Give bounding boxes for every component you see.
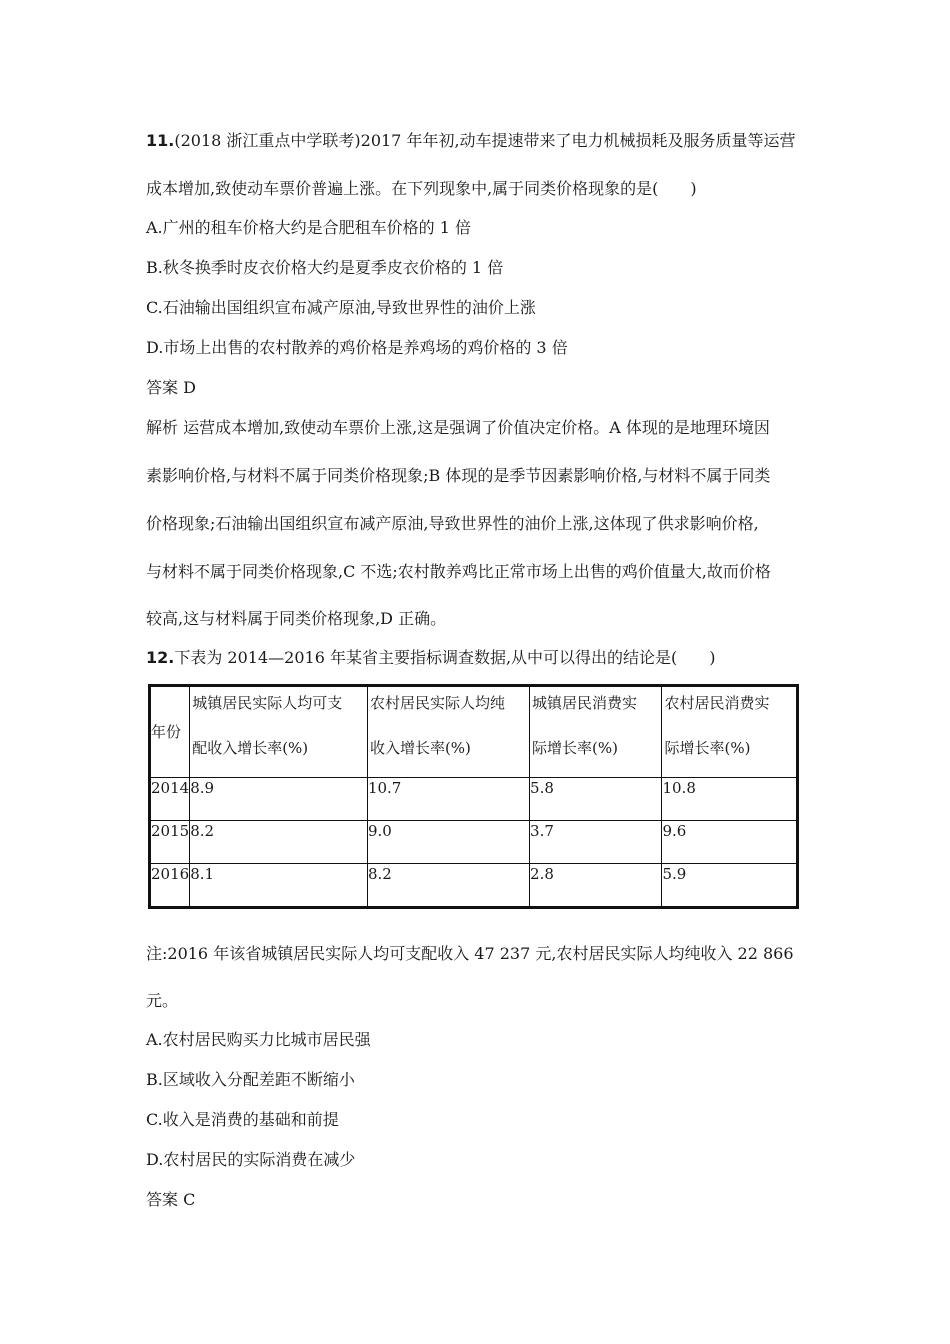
table-header-cell: 城镇居民实际人均可支 配收入增长率(%) (190, 686, 368, 778)
table-cell: 10.7 (367, 778, 529, 821)
q11-option-d: D.市场上出售的农村散养的鸡价格是养鸡场的鸡价格的 3 倍 (146, 338, 568, 357)
q11-analysis-line4: 与材料不属于同类价格现象,C 不选;农村散养鸡比正常市场上出售的鸡价值量大,故而价格 (146, 562, 771, 581)
q11-answer: 答案 D (146, 378, 196, 397)
indicator-table (148, 684, 799, 909)
table-header-row (150, 686, 798, 778)
q11-option-b: B.秋冬换季时皮衣价格大约是夏季皮衣价格的 1 倍 (146, 258, 504, 277)
q12-option-b: B.区域收入分配差距不断缩小 (146, 1070, 355, 1089)
table-cell: 5.9 (662, 864, 798, 908)
table-cell: 8.2 (190, 821, 368, 864)
q12-option-a: A.农村居民购买力比城市居民强 (146, 1030, 371, 1049)
q12-stem-text: 下表为 2014—2016 年某省主要指标调查数据,从中可以得出的结论是( ) (174, 648, 716, 667)
table-cell: 8.9 (190, 778, 368, 821)
q12-number: 12. (146, 648, 175, 667)
table-header-cell: 农村居民实际人均纯 收入增长率(%) (367, 686, 529, 778)
q12-note-line2: 元。 (146, 991, 179, 1010)
table-cell: 10.8 (662, 778, 798, 821)
q11-stem-text1: (2018 浙江重点中学联考)2017 年年初,动车提速带来了电力机械损耗及服务质量等运营 (174, 131, 796, 150)
table-header-cell: 农村居民消费实 际增长率(%) (662, 686, 798, 778)
q11-analysis-line2: 素影响价格,与材料不属于同类价格现象;B 体现的是季节因素影响价格,与材料不属于同类 (146, 466, 771, 485)
q11-number: 11. (146, 131, 175, 150)
table-cell-year: 2014 (150, 778, 190, 821)
q11-option-a: A.广州的租车价格大约是合肥租车价格的 1 倍 (146, 218, 471, 237)
table-row (150, 864, 798, 908)
q11-analysis-line3: 价格现象;石油输出国组织宣布减产原油,导致世界性的油价上涨,这体现了供求影响价格, (146, 514, 759, 533)
table-cell: 8.2 (367, 864, 529, 908)
table-header-year: 年份 (150, 686, 190, 778)
q12-stem (146, 647, 716, 669)
table-row (150, 821, 798, 864)
table-row (150, 778, 798, 821)
q12-answer: 答案 C (146, 1190, 196, 1209)
q12-option-d: D.农村居民的实际消费在减少 (146, 1150, 356, 1169)
table-cell: 9.6 (662, 821, 798, 864)
q11-stem-line2: 成本增加,致使动车票价普遍上涨。在下列现象中,属于同类价格现象的是( ) (146, 179, 697, 198)
q12-option-c: C.收入是消费的基础和前提 (146, 1110, 339, 1129)
table-cell: 5.8 (530, 778, 662, 821)
table-cell: 3.7 (530, 821, 662, 864)
table-cell: 8.1 (190, 864, 368, 908)
table-header-cell: 城镇居民消费实 际增长率(%) (530, 686, 662, 778)
q12-note-line1: 注:2016 年该省城镇居民实际人均可支配收入 47 237 元,农村居民实际人均纯收入 22 866 (146, 944, 794, 963)
q11-stem-line1 (146, 130, 796, 152)
table-cell: 9.0 (367, 821, 529, 864)
q11-option-c: C.石油输出国组织宣布减产原油,导致世界性的油价上涨 (146, 298, 536, 317)
table-cell-year: 2016 (150, 864, 190, 908)
q11-analysis-line5: 较高,这与材料属于同类价格现象,D 正确。 (146, 609, 447, 628)
table-cell-year: 2015 (150, 821, 190, 864)
table-cell: 2.8 (530, 864, 662, 908)
q11-analysis-line1: 解析 运营成本增加,致使动车票价上涨,这是强调了价值决定价格。A 体现的是地理环境因 (146, 418, 770, 437)
